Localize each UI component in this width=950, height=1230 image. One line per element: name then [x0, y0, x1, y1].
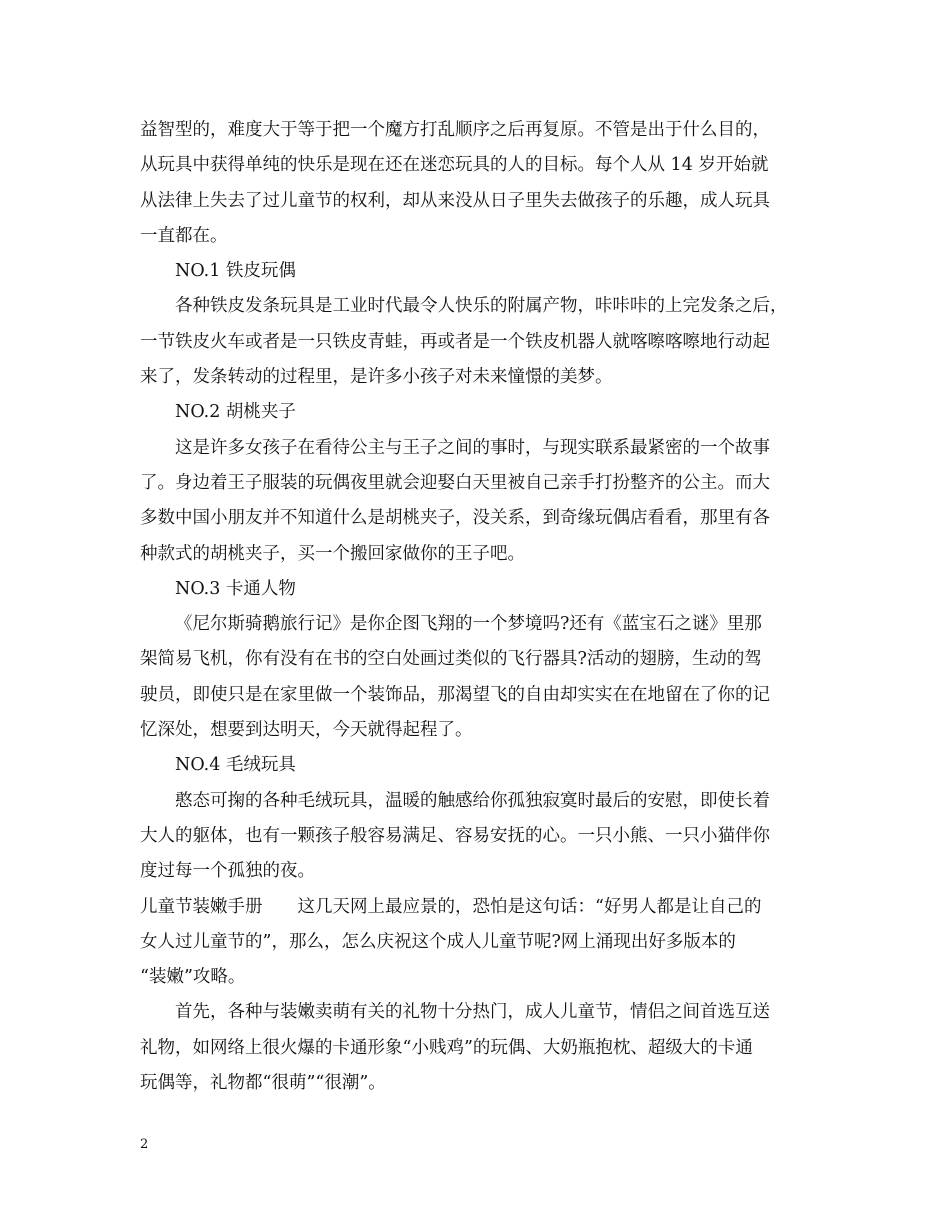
- text-line: 憨态可掬的各种毛绒玩具，温暖的触感给你孤独寂寞时最后的安慰，即使长着: [175, 790, 770, 811]
- text-line: 种款式的胡桃夹子，买一个搬回家做你的王子吧。: [140, 543, 525, 564]
- text-line: 礼物，如网络上很火爆的卡通形象“小贱鸡”的玩偶、大奶瓶抱枕、超级大的卡通: [140, 1037, 753, 1058]
- text-line: 从玩具中获得单纯的快乐是现在还在迷恋玩具的人的目标。每个人从 14 岁开始就: [140, 155, 769, 176]
- text-line: 女人过儿童节的”，那么，怎么庆祝这个成人儿童节呢?网上涌现出好多版本的: [140, 931, 736, 952]
- text-line: 首先，各种与装嫩卖萌有关的礼物十分热门，成人儿童节，情侣之间首选互送: [175, 1002, 770, 1023]
- text-line: 各种铁皮发条玩具是工业时代最令人快乐的附属产物，咔咔咔的上完发条之后，: [175, 296, 788, 317]
- text-line: 多数中国小朋友并不知道什么是胡桃夹子，没关系，到奇缘玩偶店看看，那里有各: [140, 508, 770, 529]
- text-line: 儿童节装嫩手册 这几天网上最应景的，恐怕是这句话：“好男人都是让自己的: [140, 896, 762, 917]
- body-text: [140, 113, 820, 1101]
- text-line: 来了，发条转动的过程里，是许多小孩子对未来憧憬的美梦。: [140, 367, 613, 388]
- section-heading-no1: NO.1 铁皮玩偶: [175, 261, 296, 282]
- text-line: 大人的躯体，也有一颗孩子般容易满足、容易安抚的心。一只小熊、一只小猫伴你: [140, 825, 770, 846]
- text-line: 驶员，即使只是在家里做一个装饰品，那渴望飞的自由却实实在在地留在了你的记: [140, 684, 770, 705]
- section-heading-no3: NO.3 卡通人物: [175, 578, 296, 599]
- section-heading-no2: NO.2 胡桃夹子: [175, 402, 296, 423]
- text-line: 一节铁皮火车或者是一只铁皮青蛙，再或者是一个铁皮机器人就喀嚓喀嚓地行动起: [140, 331, 770, 352]
- text-line: 一直都在。: [140, 225, 228, 246]
- section-heading-no4: NO.4 毛绒玩具: [175, 755, 296, 776]
- text-line: 架简易飞机，你有没有在书的空白处画过类似的飞行器具?活动的翅膀，生动的驾: [140, 649, 762, 670]
- text-line: 玩偶等，礼物都“很萌”“很潮”。: [140, 1073, 386, 1094]
- text-line: 忆深处，想要到达明天，今天就得起程了。: [140, 720, 473, 741]
- text-line: 《尼尔斯骑鹅旅行记》是你企图飞翔的一个梦境吗?还有《蓝宝石之谜》里那: [175, 614, 762, 635]
- text-line: 度过每一个孤独的夜。: [140, 861, 315, 882]
- text-line: 益智型的，难度大于等于把一个魔方打乱顺序之后再复原。不管是出于什么目的，: [140, 120, 770, 140]
- text-line: 了。身边着王子服装的玩偶夜里就会迎娶白天里被自己亲手打扮整齐的公主。而大: [140, 472, 770, 493]
- text-line: “装嫩”攻略。: [140, 967, 246, 988]
- text-line: 这是许多女孩子在看待公主与王子之间的事时，与现实联系最紧密的一个故事: [175, 437, 770, 458]
- page-number: 2: [140, 1137, 149, 1152]
- text-line: 从法律上失去了过儿童节的权利，却从来没从日子里失去做孩子的乐趣，成人玩具: [140, 190, 770, 211]
